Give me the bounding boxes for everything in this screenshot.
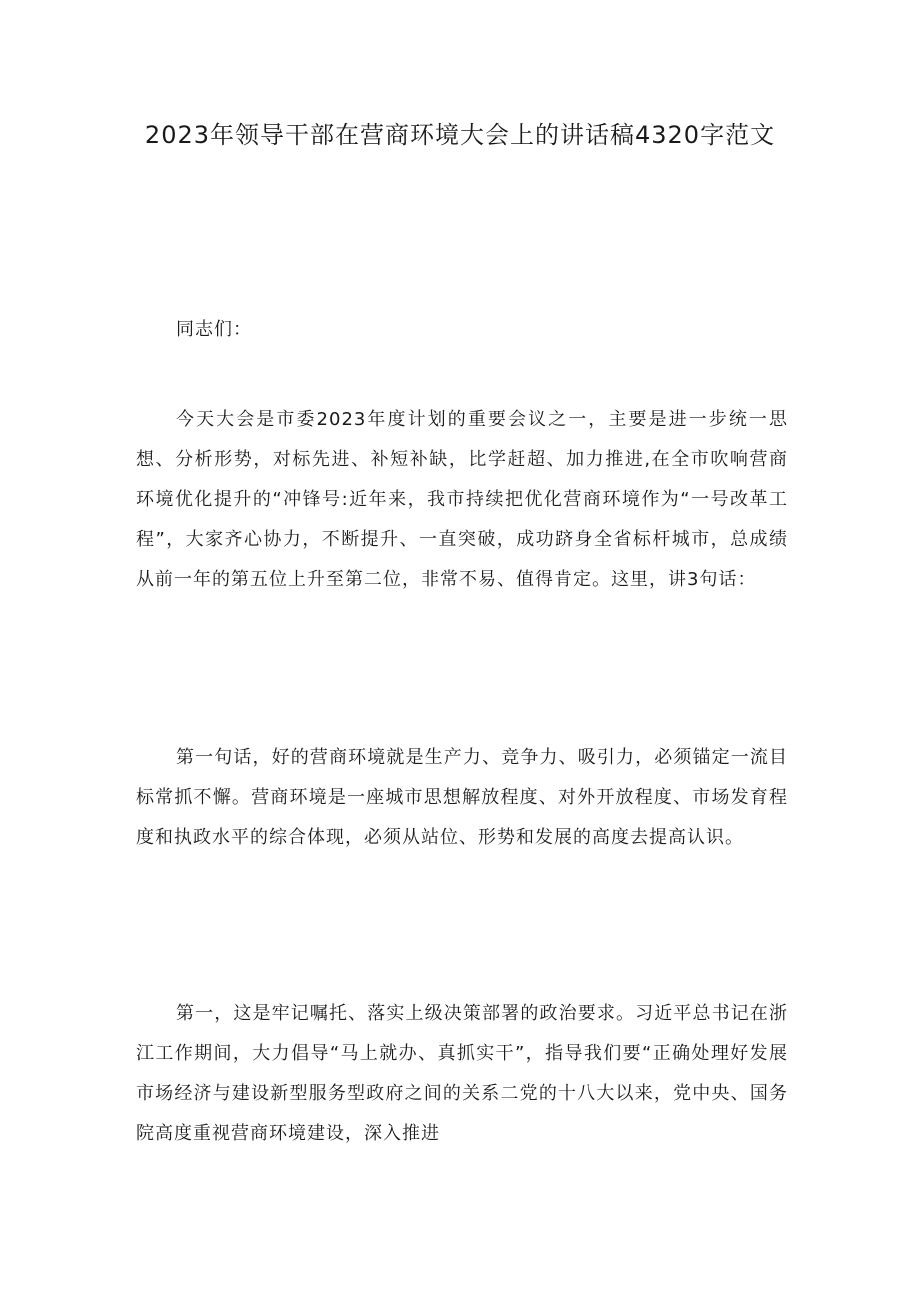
salutation: 同志们：	[176, 319, 252, 340]
paragraph-intro: 今天大会是市委2023年度计划的重要会议之一，主要是进一步统一思想、分析形势，对标先进、补短补缺，比学赶超、加力推进,在全市吹响营商环境优化提升的“冲锋号:近年来，我市持续把优化营商环境作为“一号改革工程”，大家齐心协力，不断提升、一直突破，成功跻身全省标杆城市，总成绩从前一年的第五位上升至第二位，非常不易、值得肯定。这里，讲3句话：	[136, 409, 788, 590]
paragraph-political-requirement: 第一，这是牢记嘱托、落实上级决策部署的政治要求。习近平总书记在浙江工作期间，大力倡导“马上就办、真抓实干”，指导我们要“正确处理好发展市场经济与建设新型服务型政府之间的关系二党的十八大以来，党中央、国务院高度重视营商环境建设，深入推进	[136, 1003, 788, 1144]
document-title: 2023年领导干部在营商环境大会上的讲话稿4320字范文	[144, 121, 776, 149]
paragraph-first-point: 第一句话，好的营商环境就是生产力、竞争力、吸引力，必须锚定一流目标常抓不懈。营商环境是一座城市思想解放程度、对外开放程度、市场发育程度和执政水平的综合体现，必须从站位、形势和发展的高度去提高认识。	[136, 747, 788, 848]
